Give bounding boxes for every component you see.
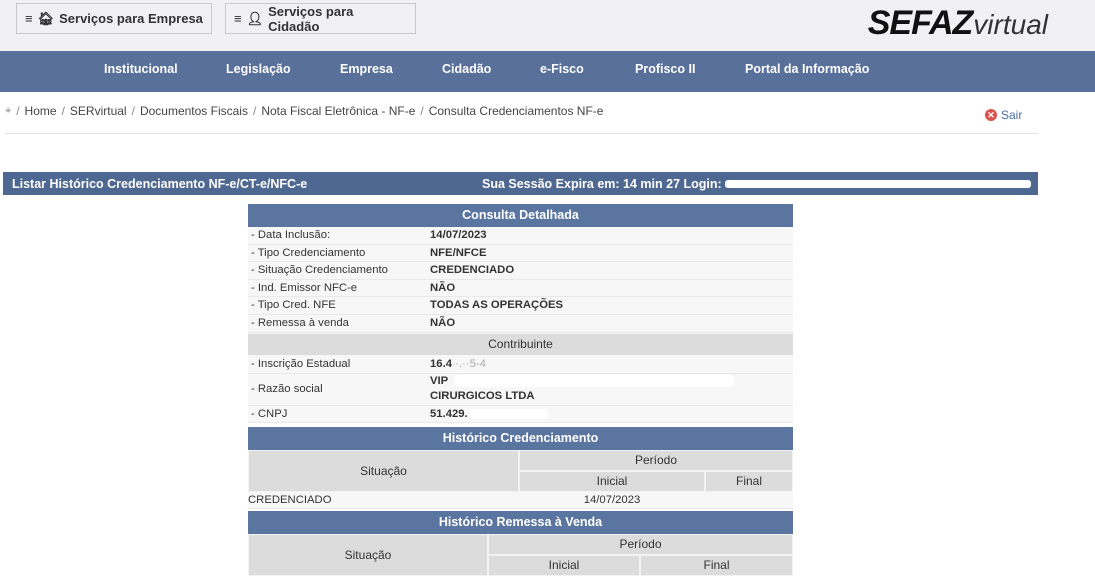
detail-label: - Tipo Cred. NFE xyxy=(251,299,336,312)
historico-situacao: CREDENCIADO xyxy=(248,493,332,506)
detail-label: - Remessa à venda xyxy=(251,316,349,329)
razao-value-cell xyxy=(430,374,793,405)
breadcrumb-servirtual[interactable]: SERvirtual xyxy=(69,104,127,118)
page-title-bar xyxy=(3,172,1038,195)
detail-row xyxy=(248,262,793,280)
razao-label: - Razão social xyxy=(251,382,323,395)
ie-row xyxy=(248,355,793,374)
cnpj-value: 51.429. xyxy=(430,407,468,420)
razao-line1: VIP xyxy=(430,374,449,387)
detail-label: - Data Inclusão: xyxy=(251,229,331,241)
consulta-header: Consulta Detalhada xyxy=(248,204,793,227)
cnpj-label: - CNPJ xyxy=(251,407,288,420)
detail-row xyxy=(248,227,793,245)
servicos-empresa-button[interactable] xyxy=(16,3,212,34)
historico-header: Histórico Credenciamento xyxy=(248,427,793,450)
nav-empresa[interactable]: Empresa xyxy=(340,62,393,76)
servicos-empresa-label: Serviços para Empresa xyxy=(59,11,203,26)
sair-link[interactable] xyxy=(985,108,1022,122)
col-periodo: Período xyxy=(519,450,793,471)
razao-line2: CIRURGICOS LTDA xyxy=(430,389,535,402)
remessa-header: Histórico Remessa à Venda xyxy=(248,511,793,534)
detail-value: 14/07/2023 xyxy=(430,229,487,241)
historico-inicial: 14/07/2023 xyxy=(583,493,641,506)
servicos-cidadao-label: Serviços para Cidadão xyxy=(268,3,354,34)
nav-portal-informacao[interactable]: Portal da Informação xyxy=(745,62,870,76)
historico-final xyxy=(705,492,793,508)
redacted-text xyxy=(454,375,734,387)
user-icon: 👤︎ xyxy=(246,10,264,26)
detail-value: CREDENCIADO xyxy=(430,264,515,277)
sair-label: Sair xyxy=(1001,108,1023,122)
detail-label: - Ind. Emissor NFC-e xyxy=(251,281,358,294)
contribuinte-header: Contribuinte xyxy=(248,333,793,355)
page-title: Listar Histórico Credenciamento NF-e/CT-e/NFC-e xyxy=(12,177,308,191)
historico-grid-header xyxy=(248,450,793,492)
breadcrumb: ⌖ / Home / SERvirtual / Documentos Fiscais / Nota Fiscal Eletrônica - NF-e / Consulta Credenciamentos NF-e xyxy=(5,104,604,118)
nav-profisco[interactable]: Profisco II xyxy=(635,62,696,76)
menu-icon: ≡ xyxy=(25,11,33,26)
detail-row xyxy=(248,297,793,315)
cnpj-row xyxy=(248,406,793,423)
detail-value: NÃO xyxy=(430,281,456,294)
redacted-text xyxy=(470,409,548,419)
ie-value-cell: 16.4 ·.··5-4 xyxy=(430,357,486,370)
location-pin-icon: ⌖ xyxy=(5,104,12,117)
breadcrumb-home[interactable]: Home xyxy=(24,104,57,118)
remessa-grid-header xyxy=(248,534,793,576)
top-bar xyxy=(0,0,1095,51)
consulta-detalhada-panel xyxy=(248,204,793,576)
ie-label: - Inscrição Estadual xyxy=(251,357,351,370)
col-situacao: Situação xyxy=(248,450,519,492)
detail-value: TODAS AS OPERAÇÕES xyxy=(430,299,564,312)
nav-cidadao[interactable]: Cidadão xyxy=(442,62,492,76)
detail-label: - Situação Credenciamento xyxy=(251,264,388,277)
breadcrumb-current: Consulta Credenciamentos NF-e xyxy=(428,104,604,118)
nav-institucional[interactable]: Institucional xyxy=(104,62,178,76)
sefaz-virtual-logo[interactable] xyxy=(868,4,1048,44)
historico-row xyxy=(248,492,793,509)
col-final: Final xyxy=(640,555,793,576)
razao-row xyxy=(248,374,793,406)
breadcrumb-nfe[interactable]: Nota Fiscal Eletrônica - NF-e xyxy=(261,104,416,118)
detail-label: - Tipo Credenciamento xyxy=(251,246,366,259)
nav-efisco[interactable]: e-Fisco xyxy=(540,62,584,76)
col-inicial: Inicial xyxy=(488,555,640,576)
breadcrumb-documentos-fiscais[interactable]: Documentos Fiscais xyxy=(139,104,248,118)
detail-row xyxy=(248,315,793,333)
detail-row xyxy=(248,280,793,298)
ie-value: 16.4 xyxy=(430,357,452,370)
divider xyxy=(5,133,1038,134)
home-icon: 🏠︎ xyxy=(37,10,55,26)
nav-legislacao[interactable]: Legislação xyxy=(226,62,291,76)
session-info: Sua Sessão Expira em: 14 min 27 Login: xyxy=(482,177,722,191)
cnpj-value-cell xyxy=(430,406,793,422)
redacted-login xyxy=(725,180,1031,188)
menu-icon: ≡ xyxy=(234,11,242,26)
main-nav xyxy=(0,51,1095,92)
col-inicial: Inicial xyxy=(519,471,705,492)
logo-light-text: virtual xyxy=(973,9,1048,40)
detail-value: NÃO xyxy=(430,316,456,329)
col-final: Final xyxy=(705,471,793,492)
logo-bold-text: SEFAZ xyxy=(867,4,973,42)
detail-row xyxy=(248,245,793,263)
detail-value: NFE/NFCE xyxy=(430,246,487,259)
col-situacao: Situação xyxy=(248,534,488,576)
servicos-cidadao-button[interactable] xyxy=(225,3,416,34)
close-circle-icon: ✕ xyxy=(985,109,997,121)
col-periodo: Período xyxy=(488,534,793,555)
